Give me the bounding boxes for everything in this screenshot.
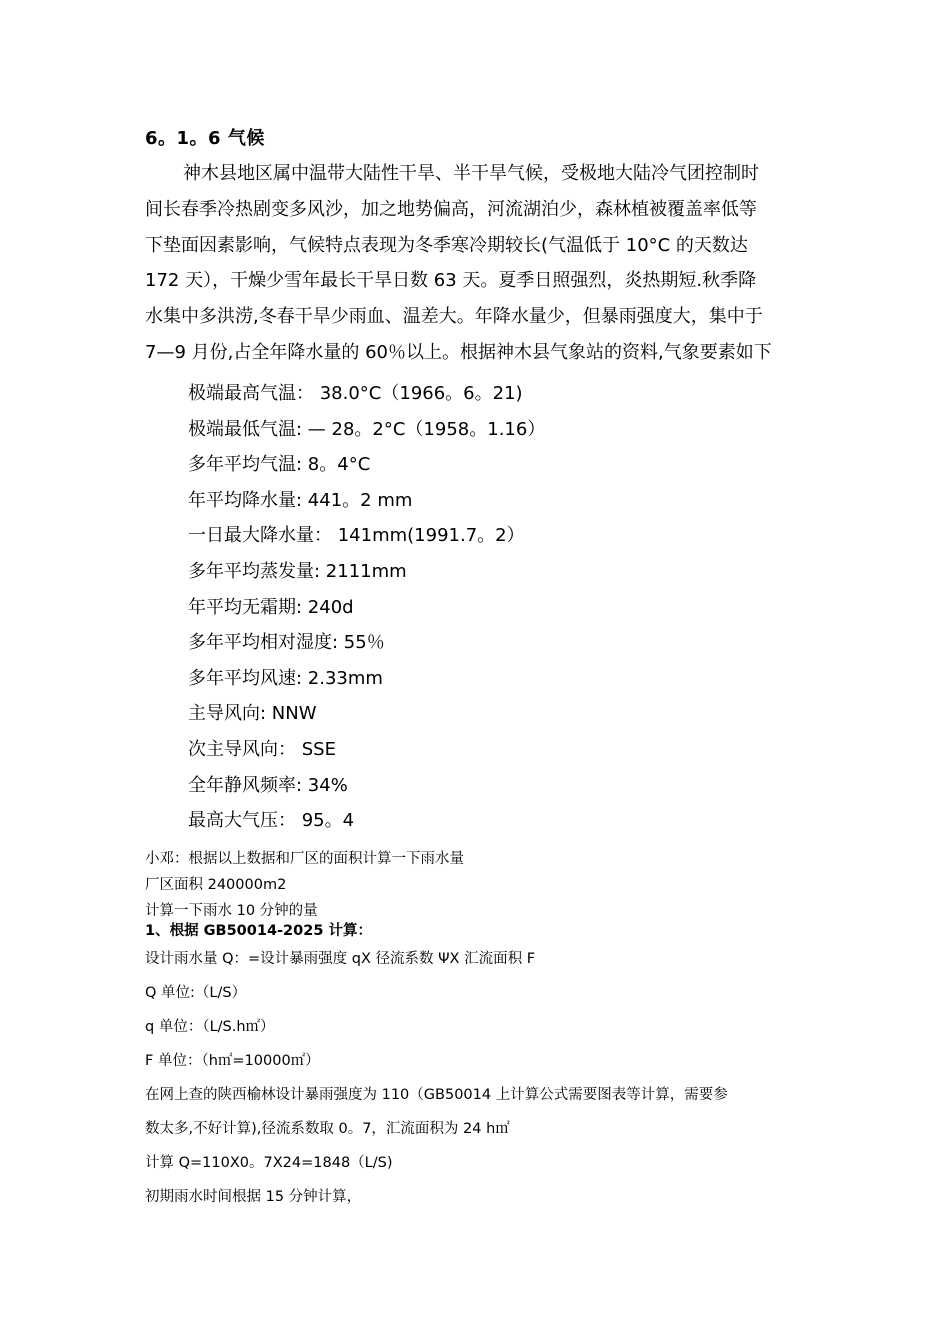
- paragraph-line: 神木县地区属中温带大陆性干旱、半干旱气候，受极地大陆冷气团控制时: [183, 163, 759, 184]
- q-unit-line: Q 单位:（L/S）: [145, 985, 247, 1001]
- explanation-line: 在网上查的陕西榆林设计暴雨强度为 110（GB50014 上计算公式需要图表等计算，需要参: [145, 1087, 728, 1103]
- parameter-max-pressure: 最高大气压： 95。4: [188, 810, 355, 832]
- climate-parameters-list: [188, 376, 545, 839]
- calculation-block: [145, 942, 810, 1214]
- paragraph-line: 7—9 月份,占全年降水量的 60％以上。根据神木县气象站的资料,气象要素如下: [145, 341, 772, 363]
- parameter-frost-free: 年平均无霜期: 240d: [188, 596, 354, 618]
- climate-paragraph: [145, 156, 807, 371]
- note-line: 厂区面积 240000m2: [145, 877, 287, 893]
- parameter-main-wind: 主导风向: NNW: [188, 703, 317, 725]
- parameter-annual-precip: 年平均降水量: 441。2 mm: [188, 489, 413, 511]
- result-line: 计算 Q=110X0。7X24=1848（L/S): [145, 1155, 393, 1171]
- parameter-secondary-wind: 次主导风向： SSE: [188, 738, 336, 760]
- parameter-max-temp: 极端最高气温： 38.0°C（1966。6。21): [188, 383, 523, 404]
- f-unit-line: F 单位：（h㎡=10000㎡）: [145, 1053, 320, 1069]
- parameter-max-daily-precip: 一日最大降水量： 141mm(1991.7。2）: [188, 525, 525, 547]
- q-small-unit-line: q 单位：（L/S.h㎡）: [145, 1019, 275, 1035]
- note-line: 小邓：根据以上数据和厂区的面积计算一下雨水量: [145, 851, 464, 867]
- note-line: 计算一下雨水 10 分钟的量: [145, 903, 318, 919]
- calc-heading-block: [145, 920, 372, 942]
- notes-block: [145, 846, 464, 924]
- parameter-min-temp: 极端最低气温: — 28。2°C（1958。1.16）: [188, 418, 546, 440]
- section-heading: 6。1。6 气候: [145, 128, 265, 149]
- parameter-wind-speed: 多年平均风速: 2.33mm: [188, 667, 383, 689]
- parameter-humidity: 多年平均相对湿度: 55％: [188, 632, 385, 654]
- parameter-evaporation: 多年平均蒸发量: 2111mm: [188, 560, 407, 582]
- calc-heading: 1、根据 GB50014-2025 计算：: [145, 923, 372, 939]
- paragraph-line: 水集中多洪涝,冬春干旱少雨血、温差大。年降水量少，但暴雨强度大，集中于: [145, 306, 763, 328]
- explanation-line: 数太多,不好计算),径流系数取 0。7，汇流面积为 24 h㎡: [145, 1121, 510, 1137]
- initial-rain-line: 初期雨水时间根据 15 分钟计算，: [145, 1189, 362, 1205]
- paragraph-line: 172 天），干燥少雪年最长干旱日数 63 天。夏季日照强烈，炎热期短.秋季降: [145, 270, 757, 292]
- parameter-avg-temp: 多年平均气温: 8。4°C: [188, 454, 371, 476]
- parameter-calm-frequency: 全年静风频率: 34%: [188, 774, 348, 796]
- paragraph-line: 间长春季冷热剧变多风沙，加之地势偏高，河流湖泊少，森林植被覆盖率低等: [145, 198, 757, 220]
- paragraph-line: 下垫面因素影响，气候特点表现为冬季寒冷期较长(气温低于 10°C 的天数达: [145, 234, 748, 256]
- formula-line: 设计雨水量 Q：=设计暴雨强度 qX 径流系数 ΨX 汇流面积 F: [145, 951, 536, 967]
